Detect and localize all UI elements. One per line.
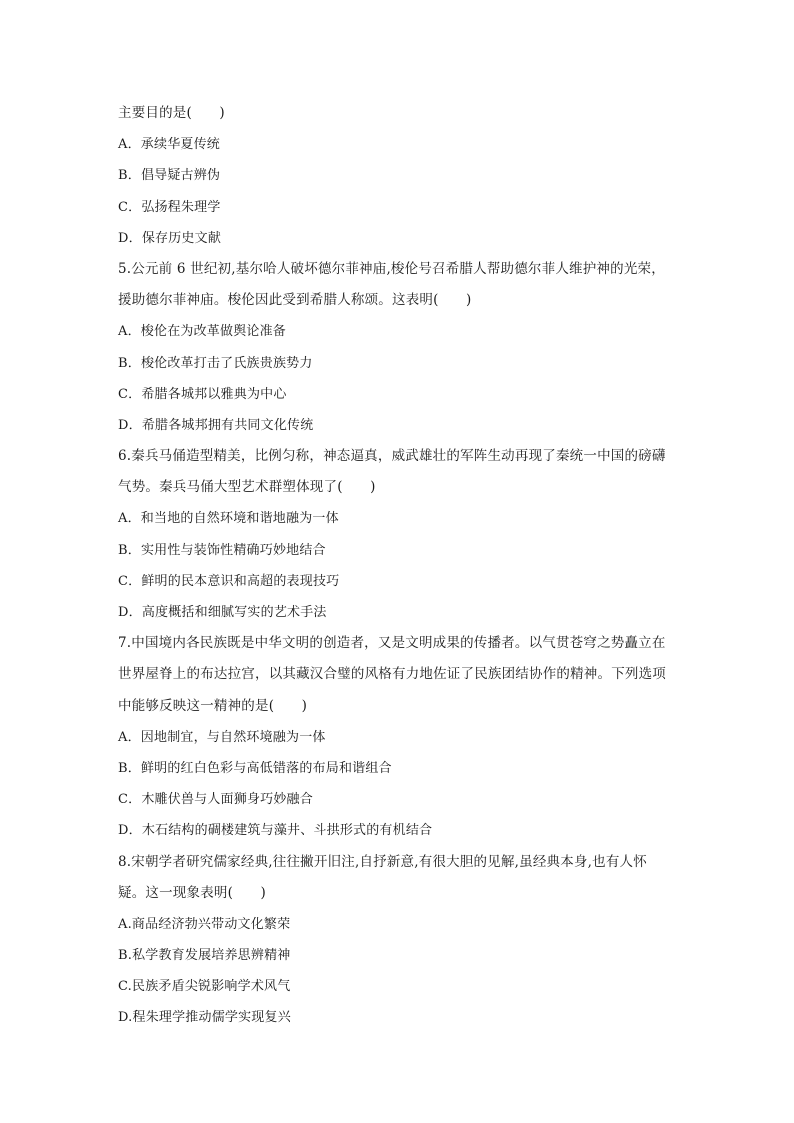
question-7-stem-line-2: 世界屋脊上的布达拉宫，以其藏汉合璧的风格有力地佐证了民族团结协作的精神。下列选项	[118, 666, 666, 683]
question-8-option-c: C.民族矛盾尖锐影响学术风气	[118, 979, 291, 995]
question-7-option-a: A．因地制宜，与自然环境融为一体	[118, 729, 326, 745]
question-4-option-c: C．弘扬程朱理学	[118, 199, 221, 215]
question-8-option-a: A.商品经济勃兴带动文化繁荣	[118, 916, 291, 932]
question-4-stem: 主要目的是( )	[118, 105, 225, 121]
question-7-option-c: C．木雕伏兽与人面狮身巧妙融合	[118, 792, 313, 808]
question-8-option-b: B.私学教育发展培养思辨精神	[118, 948, 291, 964]
question-5-option-a: A．梭伦在为改革做舆论准备	[118, 324, 286, 340]
question-6-option-b: B．实用性与装饰性精确巧妙地结合	[118, 542, 326, 558]
question-4-option-b: B．倡导疑古辨伪	[118, 168, 221, 184]
question-6-option-c: C．鲜明的民本意识和高超的表现技巧	[118, 573, 340, 589]
question-4-option-d: D．保存历史文献	[118, 230, 222, 246]
exam-page	[118, 98, 680, 1034]
question-5-option-b: B．梭伦改革打击了氏族贵族势力	[118, 355, 313, 371]
question-8-option-d: D.程朱理学推动儒学实现复兴	[118, 1010, 291, 1026]
question-6-stem-line-1: 6.秦兵马俑造型精美，比例匀称，神态逼真，威武雄壮的军阵生动再现了秦统一中国的磅礴	[118, 448, 666, 465]
question-6-option-a: A．和当地的自然环境和谐地融为一体	[118, 511, 339, 527]
question-7-stem-line-3: 中能够反映这一精神的是( )	[118, 697, 308, 714]
question-5-stem-line-1: 5.公元前 6 世纪初,基尔哈人破坏德尔菲神庙,梭伦号召希腊人帮助德尔菲人维护神的光荣，	[118, 260, 665, 277]
question-4-option-a: A．承续华夏传统	[118, 137, 220, 153]
question-7-stem-line-1: 7.中国境内各民族既是中华文明的创造者，又是文明成果的传播者。以气贯苍穹之势矗立在	[118, 635, 666, 652]
question-7-option-d: D．木石结构的碉楼建筑与藻井、斗拱形式的有机结合	[118, 823, 433, 839]
question-8-stem-line-2: 疑。这一现象表明( )	[118, 884, 266, 901]
question-5-option-d: D．希腊各城邦拥有共同文化传统	[118, 417, 314, 433]
question-5-option-c: C．希腊各城邦以雅典为中心	[118, 386, 287, 402]
question-6-option-d: D．高度概括和细腻写实的艺术手法	[118, 605, 327, 620]
question-5-stem-line-2: 援助德尔菲神庙。梭伦因此受到希腊人称颂。这表明( )	[118, 292, 472, 309]
question-6-stem-line-2: 气势。秦兵马俑大型艺术群塑体现了( )	[118, 479, 376, 496]
question-8-stem-line-1: 8.宋朝学者研究儒家经典,往往撇开旧注,自抒新意,有很大胆的见解,虽经典本身,也有人怀	[118, 853, 647, 870]
question-7-option-b: B．鲜明的红白色彩与高低错落的布局和谐组合	[118, 760, 392, 776]
